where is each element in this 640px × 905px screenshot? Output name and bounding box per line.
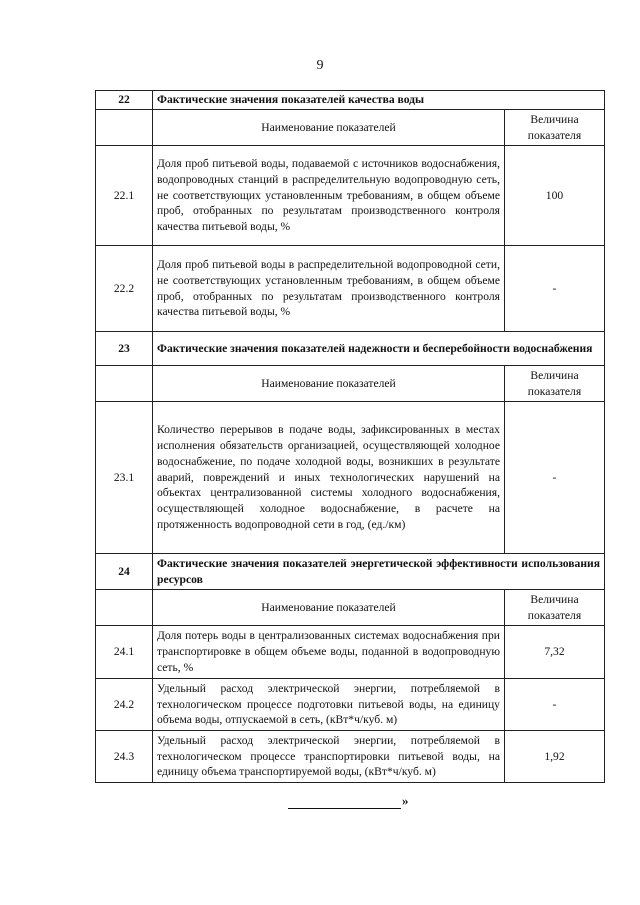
column-name-header: Наименование показателей xyxy=(153,366,505,402)
row-text: Удельный расход электрической энергии, потребляемой в технологическом процессе транспортировки питьевой воды, на единицу объема транспортируемой воды, (кВт*ч/куб. м) xyxy=(153,731,505,783)
section-header-23 xyxy=(96,332,605,366)
row-number: 23.1 xyxy=(96,402,153,554)
table-row xyxy=(96,626,605,679)
column-value-header: Величина показателя xyxy=(504,590,604,626)
row-number: 22.2 xyxy=(96,246,153,332)
column-header-row xyxy=(96,366,605,402)
section-number: 22 xyxy=(96,91,153,110)
closing-quote: » xyxy=(402,793,409,808)
section-title: Фактические значения показателей надежности и бесперебойности водоснабжения xyxy=(153,332,605,366)
signature-line xyxy=(288,796,401,809)
section-number: 23 xyxy=(96,332,153,366)
section-title: Фактические значения показателей энергетической эффективности использования ресурсов xyxy=(153,554,605,590)
column-value-header: Величина показателя xyxy=(504,110,604,146)
empty-cell xyxy=(96,110,153,146)
row-value: 100 xyxy=(504,146,604,246)
column-name-header: Наименование показателей xyxy=(153,590,505,626)
column-header-row xyxy=(96,110,605,146)
page-number: 9 xyxy=(316,58,324,73)
row-text: Доля потерь воды в централизованных системах водоснабжения при транспортировке в общем объеме воды, поданной в водопроводную сеть, % xyxy=(153,626,505,679)
row-number: 24.2 xyxy=(96,679,153,731)
row-value: 7,32 xyxy=(504,626,604,679)
row-value: - xyxy=(504,246,604,332)
row-text: Удельный расход электрической энергии, потребляемой в технологическом процессе подготовки питьевой воды, на единицу объема воды, отпускаемой в сеть, (кВт*ч/куб. м) xyxy=(153,679,505,731)
row-number: 24.1 xyxy=(96,626,153,679)
table-row xyxy=(96,679,605,731)
section-header-22 xyxy=(96,91,605,110)
row-number: 22.1 xyxy=(96,146,153,246)
table-row xyxy=(96,146,605,246)
table-row xyxy=(96,246,605,332)
row-value: 1,92 xyxy=(504,731,604,783)
row-value: - xyxy=(504,402,604,554)
row-value: - xyxy=(504,679,604,731)
table-row xyxy=(96,402,605,554)
section-title: Фактические значения показателей качества воды xyxy=(153,91,605,110)
row-text: Количество перерывов в подаче воды, зафиксированных в местах исполнения обязательств организацией, осуществляющей холодное водоснабжение, по подаче холодной воды, возникших в результате аварий, повреждений и иных технологических нарушений на объектах централизованной системы холодного водоснабжения, осуществляющей холодное водоснабжение, в расчете на протяженность водопроводной сети в год, (ед./км) xyxy=(153,402,505,554)
section-number: 24 xyxy=(96,554,153,590)
column-value-header: Величина показателя xyxy=(504,366,604,402)
row-text: Доля проб питьевой воды в распределительной водопроводной сети, не соответствующих установленным требованиям, в общем объеме проб, отобранных по результатам производственного контроля качества питьевой воды, % xyxy=(153,246,505,332)
closing-mark xyxy=(288,793,409,809)
empty-cell xyxy=(96,366,153,402)
row-number: 24.3 xyxy=(96,731,153,783)
row-text: Доля проб питьевой воды, подаваемой с источников водоснабжения, водопроводных станций в распределительную водопроводную сеть, не соответствующих установленным требованиям, в общем объеме проб, отобранных по результатам производственного контроля качества питьевой воды, % xyxy=(153,146,505,246)
table-row xyxy=(96,731,605,783)
empty-cell xyxy=(96,590,153,626)
column-header-row xyxy=(96,590,605,626)
section-header-24 xyxy=(96,554,605,590)
indicators-table xyxy=(95,90,605,783)
column-name-header: Наименование показателей xyxy=(153,110,505,146)
